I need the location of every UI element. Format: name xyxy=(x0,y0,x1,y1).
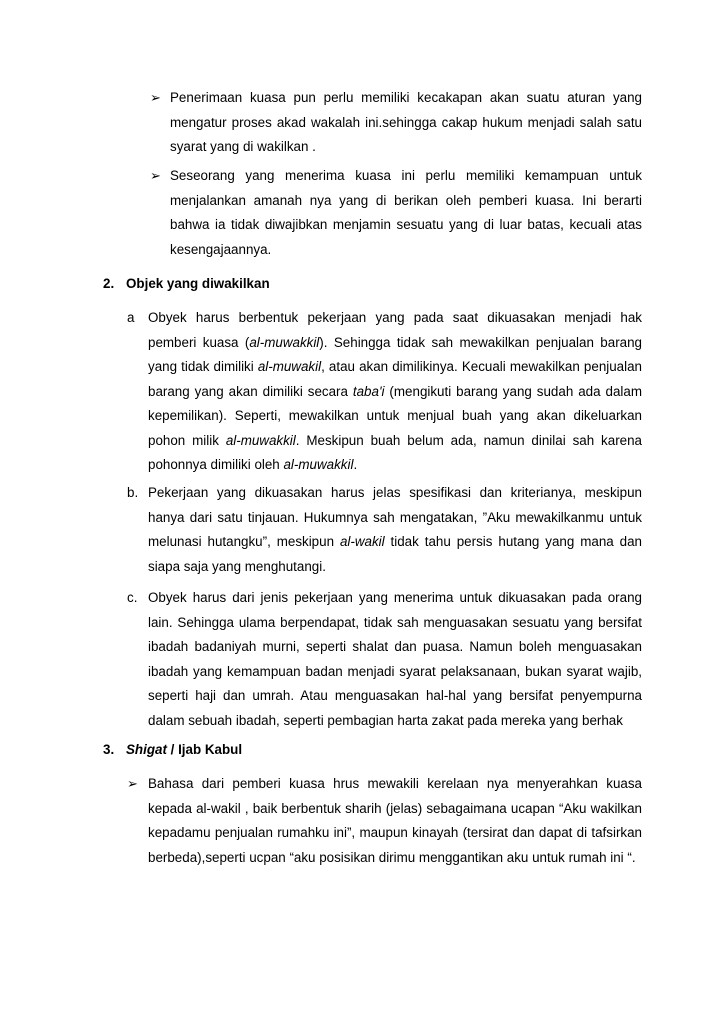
section-title-rest: / Ijab Kabul xyxy=(166,742,243,757)
italic-term: al-muwakkil xyxy=(249,334,320,350)
arrow-bullet-icon: ➢ xyxy=(150,90,161,105)
section-title: Objek yang diwakilkan xyxy=(126,276,270,291)
text-segment: ). Sehingga tidak sah mewakilkan penjualan barang yang tidak dimiliki xyxy=(148,334,642,374)
section-title-italic: Shigat xyxy=(126,742,167,757)
text-segment: Pekerjaan yang dikuasakan harus jelas spesifikasi dan kriterianya, meskipun hanya dari satu tinjauan. Hukumnya sah mengatakan, ”Aku mewakilkanmu untuk melunasi hutangku”, meskipun xyxy=(148,485,642,549)
italic-term: al-muwakil xyxy=(257,359,322,374)
text-segment: . Meskipun buah belum ada, namun dinilai sah karena pohonnya dimiliki oleh xyxy=(148,432,642,472)
text-segment: . xyxy=(353,457,358,472)
list-marker: c. xyxy=(127,590,138,605)
text-segment: tidak tahu persis hutang yang mana dan siapa saja yang menghutangi. xyxy=(148,534,642,574)
bullet-text: Bahasa dari pemberi kuasa hrus mewakili kerelaan nya menyerahkan kuasa kepada al-wakil , baik berbentuk sharih (jelas) sebagaimana ucapan “Aku wakilkan kepadamu penjualan rumahku ini”, maupun kinayah (tersirat dan dapat di tafsirkan berbeda),seperti ucpan “aku posisikan dirimu menggantikan aku untuk rumah ini “. xyxy=(148,776,642,865)
section-2-heading xyxy=(103,274,270,294)
bullet-text: Penerimaan kuasa pun perlu memiliki kecakapan akan suatu aturan yang mengatur proses akad wakalah ini.sehingga cakap hukum menjadi salah satu syarat yang di wakilkan . xyxy=(170,90,642,154)
italic-term: al-muwakkil xyxy=(283,457,354,472)
italic-term: al-muwakkil xyxy=(225,432,296,448)
italic-term: al-wakil xyxy=(339,534,385,549)
italic-term: taba'i xyxy=(352,383,385,399)
section-3-heading xyxy=(103,740,242,760)
list-item-text xyxy=(148,586,642,733)
text-segment: , atau akan dimilikinya. Kecuali mewakilkan penjualan barang yang akan dimiliki secara xyxy=(148,359,642,399)
arrow-bullet-icon: ➢ xyxy=(150,168,161,183)
bullet-text: Seseorang yang menerima kuasa ini perlu memiliki kemampuan untuk menjalankan amanah nya yang di berikan oleh pemberi kuasa. Ini berarti bahwa ia tidak diwajibkan menjamin sesuatu yang di luar batas, kecuali atas kesengajaannya. xyxy=(170,168,642,257)
text-segment: Obyek harus berbentuk pekerjaan yang pada saat dikuasakan menjadi hak pemberi kuasa ( xyxy=(148,310,642,350)
arrow-bullet-icon: ➢ xyxy=(127,776,138,791)
text-segment: Obyek harus dari jenis pekerjaan yang menerima untuk dikuasakan pada orang lain. Sehingga ulama berpendapat, tidak sah menguasakan sesuatu yang bersifat ibadah badaniyah murni, seperti shalat dan puasa. Namun boleh menguasakan ibadah yang kemampuan badan menjadi syarat pelaksanaan, bukan syarat wajib, seperti haji dan umrah. Atau menguasakan hal-hal yang bersifat penyempurna dalam sebuah ibadah, seperti pembagian harta zakat pada mereka yang berhak xyxy=(148,590,642,728)
list-item-text xyxy=(148,481,642,579)
section-number: 2. xyxy=(103,276,115,291)
section-number: 3. xyxy=(103,742,115,757)
list-marker: b. xyxy=(127,485,139,500)
list-item-text xyxy=(148,306,642,478)
list-marker: a xyxy=(127,310,135,325)
text-segment: (mengikuti barang yang sudah ada dalam kepemilikan). Seperti, mewakilkan untuk menjual buah yang akan dikeluarkan pohon milik xyxy=(148,383,642,448)
